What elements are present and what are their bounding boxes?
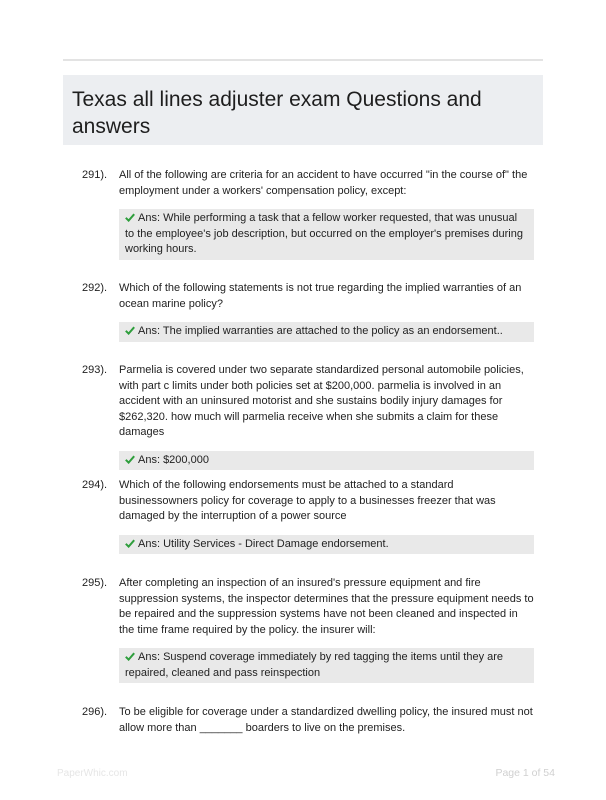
question-text: After completing an inspection of an insured's pressure equipment and fire suppression systems, the inspector determines that the pressure equipment needs to be repaired and the suppression systems have not been cleaned and inspected in the time frame required by the policy. the insurer will: [119,577,534,636]
answer-text: Ans: Utility Services - Direct Damage endorsement. [138,537,389,550]
qa-item-291 [63,168,543,260]
answer-box [119,648,534,683]
answer-box [119,322,534,342]
qa-item-294 [63,478,543,554]
answer-text: Ans: The implied warranties are attached to the policy as an endorsement.. [138,325,503,337]
answer-box [119,535,534,555]
page-title: Texas all lines adjuster exam Questions and answers [72,88,482,138]
checkmark-icon [125,652,135,661]
answer-text: Ans: Suspend coverage immediately by red tagging the items until they are repaired, cleaned and pass reinspection [125,651,504,679]
question-number: 292). [82,282,108,294]
answer-box [119,451,534,471]
qa-item-296 [63,705,543,736]
page-indicator: Page 1 of 54 [495,767,555,779]
qa-item-293 [63,363,543,470]
question-number: 291). [82,169,108,181]
question-text: All of the following are criteria for an accident to have occurred "in the course of" the employment under a workers' compensation policy, except: [119,169,528,197]
checkmark-icon [125,326,135,335]
qa-item-292 [63,281,543,342]
checkmark-icon [125,539,135,548]
answer-text: Ans: While performing a task that a fellow worker requested, that was unusual to the employee's job description, but occurred on the employer's premises during working hours. [125,212,523,255]
answer-text: Ans: $200,000 [138,453,209,466]
checkmark-icon [125,455,135,464]
checkmark-icon [125,213,135,222]
question-number: 293). [82,364,108,376]
answer-box [119,209,534,260]
question-text: To be eligible for coverage under a standardized dwelling policy, the insured must not allow more than _______ boarders to live on the premises. [119,706,533,734]
question-number: 296). [82,706,108,718]
question-number: 294). [82,479,108,491]
question-text: Parmelia is covered under two separate standardized personal automobile policies, with part c limits under both policies set at $200,000. parmelia is involved in an accident with an uninsured motorist and she sustains bodily injury damages for $262,320. how much will parmelia receive when she submits a claim for these damages [119,364,524,438]
question-number: 295). [82,577,108,589]
title-banner [63,75,543,145]
footer-watermark: PaperWhic.com [57,768,128,779]
question-text: Which of the following statements is not true regarding the implied warranties of an ocean marine policy? [119,282,522,310]
top-divider [63,59,543,61]
question-text: Which of the following endorsements must be attached to a standard businessowners policy for coverage to apply to a businesses freezer that was damaged by the interruption of a power source [119,479,496,522]
qa-item-295 [63,576,543,683]
